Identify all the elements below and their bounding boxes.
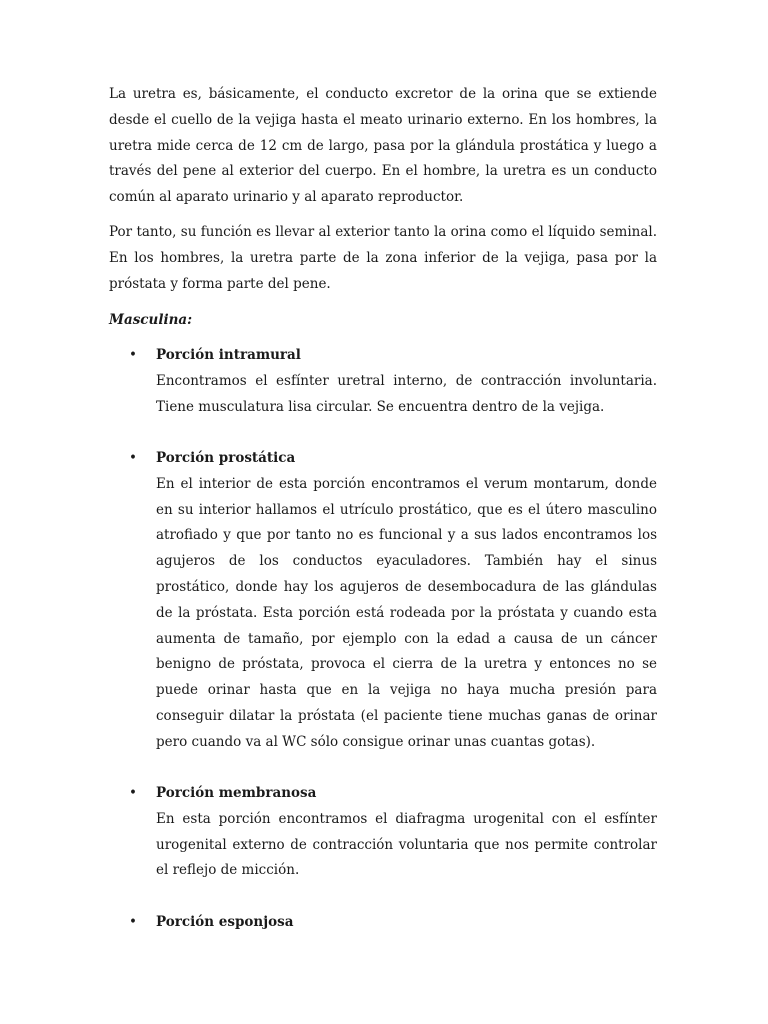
list-item-title: Porción membranosa: [156, 785, 317, 801]
function-paragraph: Por tanto, su función es llevar al exterior tanto la orina como el líquido seminal. En los hombres, la uretra parte de la zona inferior de la vejiga, pasa por la próstata y forma parte del pene.: [109, 224, 657, 292]
list-item-body: En esta porción encontramos el diafragma urogenital con el esfínter urogenital externo de contracción voluntaria que nos permite controlar el reflejo de micción.: [156, 810, 657, 879]
section-heading: Masculina:: [109, 312, 193, 328]
bullet-icon: •: [129, 450, 137, 466]
list-item-title: Porción esponjosa: [156, 914, 294, 930]
bullet-icon: •: [129, 347, 137, 363]
bullet-icon: •: [129, 785, 137, 801]
list-item-body: Encontramos el esfínter uretral interno, de contracción involuntaria. Tiene musculatura lisa circular. Se encuentra dentro de la vejiga.: [156, 372, 657, 415]
list-item-body: En el interior de esta porción encontramos el verum montarum, donde en su interior hallamos el utrículo prostático, que es el útero masculino atrofiado y que por tanto no es funcional y a sus lados encontramos los agujeros de los conductos eyaculadores. También hay el sinus prostático, donde hay los agujeros de desembocadura de las glándulas de la próstata. Esta porción está rodeada por la próstata y cuando esta aumenta de tamaño, por ejemplo con la edad a causa de un cáncer benigno de próstata, provoca el cierra de la uretra y entonces no se puede orinar hasta que en la vejiga no haya mucha presión para conseguir dilatar la próstata (el paciente tiene muchas ganas de orinar pero cuando va al WC sólo consigue orinar unas cuantas gotas).: [156, 475, 657, 750]
list-item-title: Porción intramural: [156, 347, 301, 363]
bullet-icon: •: [129, 914, 137, 930]
list-item-title: Porción prostática: [156, 450, 296, 466]
intro-paragraph: La uretra es, básicamente, el conducto excretor de la orina que se extiende desde el cuello de la vejiga hasta el meato urinario externo. En los hombres, la uretra mide cerca de 12 cm de largo, pasa por la glándula prostática y luego a través del pene al exterior del cuerpo. En el hombre, la uretra es un conducto común al aparato urinario y al aparato reproductor.: [109, 86, 657, 206]
